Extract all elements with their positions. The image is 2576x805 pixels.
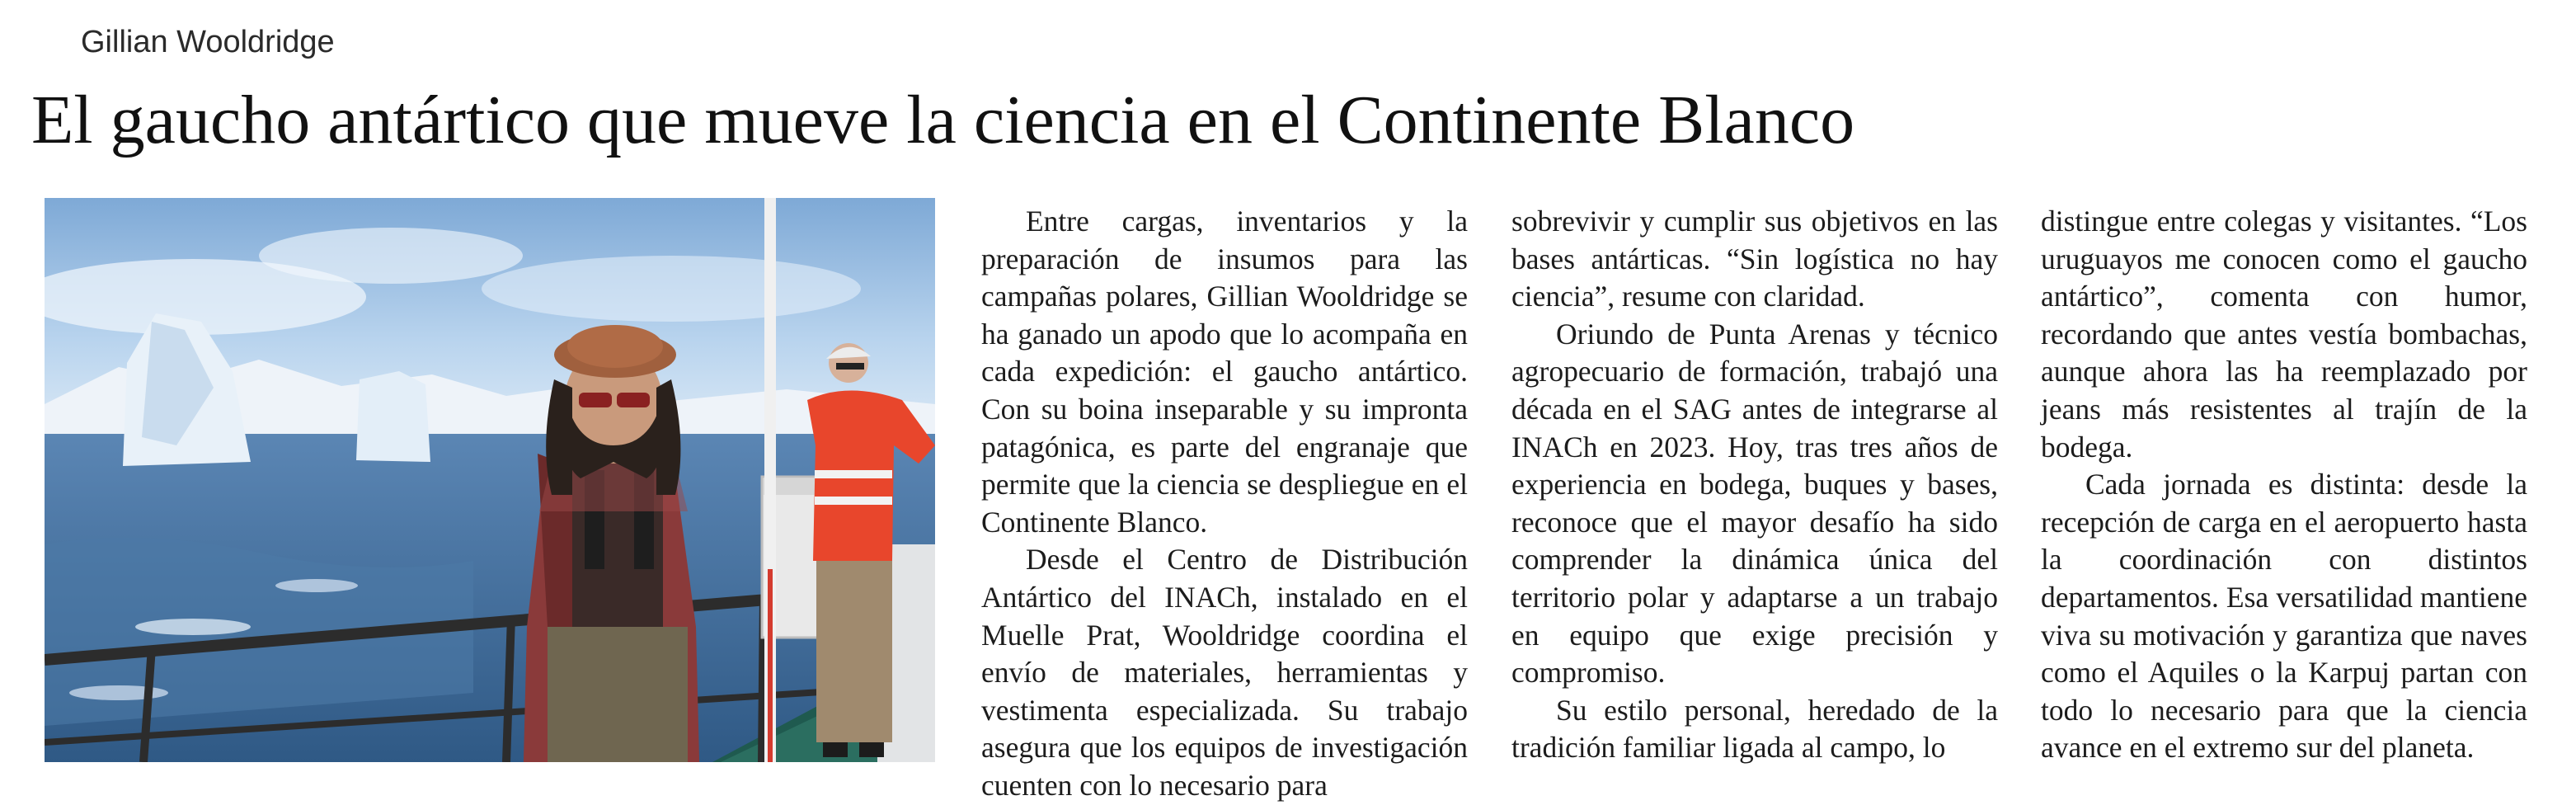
article-headline: El gaucho antártico que mueve la ciencia en el Continente Blanco [31,82,1855,158]
column-1-paragraph-2: Desde el Centro de Distribución Antártico del INACh, instalado en el Muelle Prat, Wooldridge coordina el envío de materiales, herramientas y vestimenta especializada. Su trabajo asegura que los equipos de investigación cuenten con lo necesario para [981,543,1468,802]
author-byline: Gillian Wooldridge [81,25,335,59]
article-column-2 [1511,203,1998,767]
column-2-paragraph-1: sobrevivir y cumplir sus objetivos en las bases antárticas. “Sin logística no hay ciencia”, resume con claridad. [1511,205,1998,313]
column-2-paragraph-2: Oriundo de Punta Arenas y técnico agropecuario de formación, trabajó una década en el SAG antes de integrarse al INACh en 2023. Hoy, tras tres años de experiencia en bodega, buques y bases, reconoce que el mayor desafío ha sido comprender la dinámica única del territorio polar y adaptarse a un trabajo en equipo que exige precisión y compromiso. [1511,317,1998,690]
column-3-paragraph-1: distingue entre colegas y visitantes. “Los uruguayos me conocen como el gaucho antártico”, comenta con humor, recordando que antes vestía bombachas, aunque ahora las ha reemplazado por jeans más resistentes al trajín de la bodega. [2041,205,2527,464]
column-2-paragraph-3: Su estilo personal, heredado de la tradición familiar ligada al campo, lo [1511,693,1998,765]
column-3-paragraph-2: Cada jornada es distinta: desde la recepción de carga en el aeropuerto hasta la coordinación con distintos departamentos. Esa versatilidad mantiene viva su motivación y garantiza que naves como el Aquiles o la Karpuj partan con todo lo necesario para que la ciencia avance en el extremo sur del planeta. [2041,468,2527,765]
antarctic-ship-deck-photo [45,198,935,762]
article-column-3 [2041,203,2527,767]
article-column-1 [981,203,1468,805]
article-photo [45,198,935,762]
column-1-paragraph-1: Entre cargas, inventarios y la preparación de insumos para las campañas polares, Gillian Wooldridge se ha ganado un apodo que lo acompaña en cada expedición: el gaucho antártico. Con su boina inseparable y su impronta patagónica, es parte del engranaje que permite que la ciencia se despliegue en el Continente Blanco. [981,205,1468,539]
